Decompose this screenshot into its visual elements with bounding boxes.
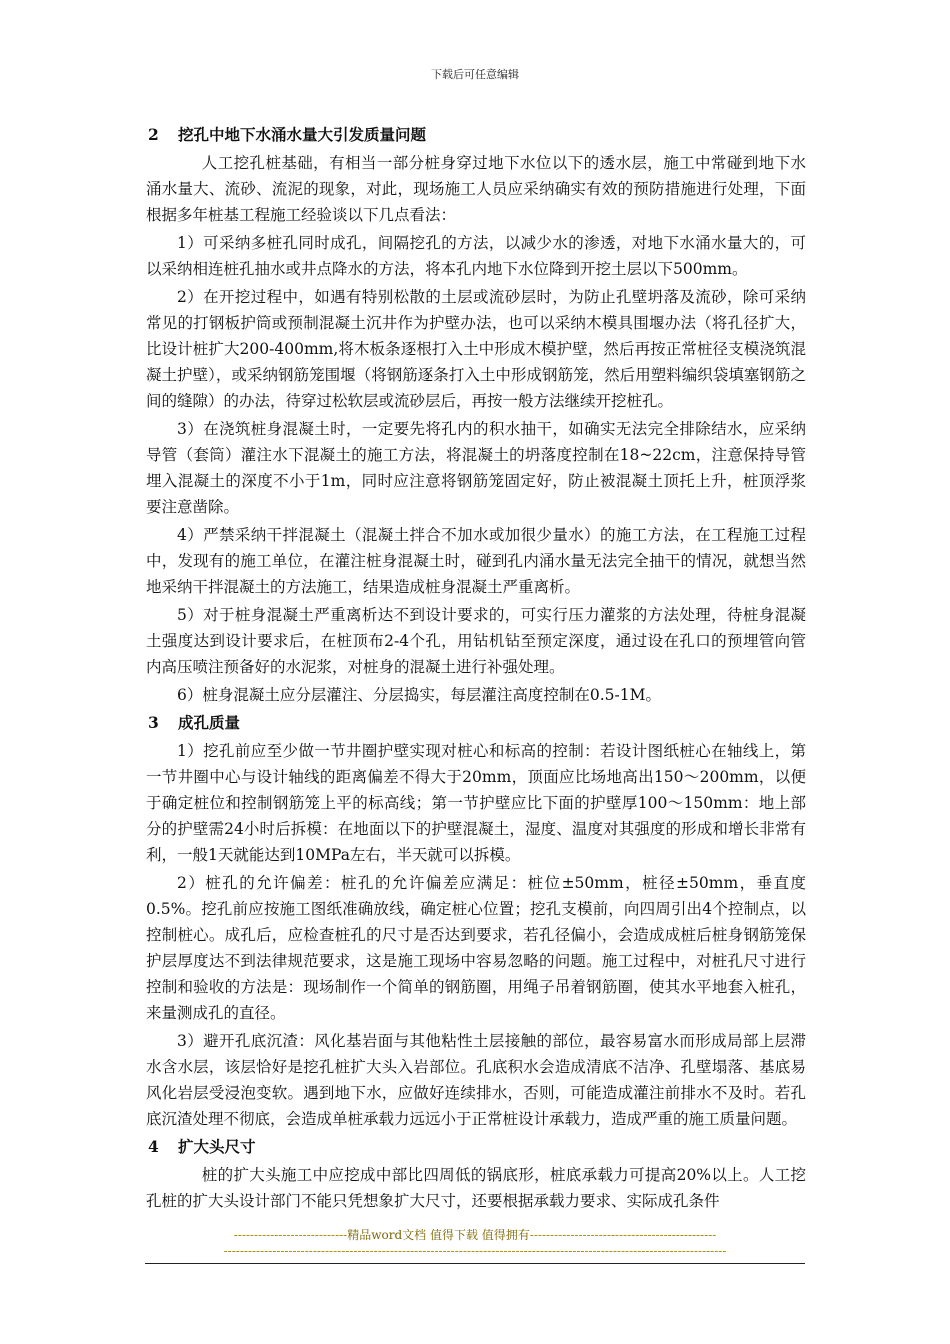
section-heading-4: [146, 1134, 806, 1160]
paragraph: 人工挖孔桩基础，有相当一部分桩身穿过地下水位以下的透水层，施工中常碰到地下水涌水量大、流砂、流泥的现象，对此，现场施工人员应采纳确实有效的预防措施进行处理，下面根据多年桩基工程施工经验谈以下几点看法：: [146, 154, 806, 224]
footer-dash-line: ----------------------------------------------------------------------------------------------------------------------------: [223, 1244, 727, 1258]
paragraph: 6）桩身混凝土应分层灌注、分层捣实，每层灌注高度控制在0.5-1M。: [177, 686, 661, 704]
footer-dashes: [0, 1244, 950, 1258]
footer-rule: [145, 1263, 805, 1264]
section-title: 成孔质量: [178, 713, 241, 732]
footer-dashes-left: ----------------------------: [233, 1228, 348, 1242]
paragraph: 4）严禁采纳干拌混凝土（混凝土拌合不加水或加很少量水）的施工方法，在工程施工过程中，发现有的施工单位，在灌注桩身混凝土时，碰到孔内涌水量无法完全抽干的情况，就想当然地采纳干拌混凝土的方法施工，结果造成桩身混凝土严重离析。: [146, 526, 806, 596]
paragraph: 桩的扩大头施工中应挖成中部比四周低的锅底形，桩底承载力可提高20%以上。人工挖孔桩的扩大头设计部门不能只凭想象扩大尺寸，还要根据承载力要求、实际成孔条件: [146, 1166, 806, 1210]
section-title: 挖孔中地下水涌水量大引发质量问题: [178, 125, 427, 144]
page-header: 下载后可任意编辑: [431, 68, 519, 81]
document-body: [146, 120, 806, 1216]
paragraph: 1）挖孔前应至少做一节井圈护壁实现对桩心和标高的控制：若设计图纸桩心在轴线上，第一节井圈中心与设计轴线的距离偏差不得大于20mm，顶面应比场地高出150～200mm，以便于确定桩位和控制钢筋笼上平的标高线；第一节护壁应比下面的护壁厚100～150mm：地上部分的护壁需24小时后拆模：在地面以下的护壁混凝土，湿度、温度对其强度的形成和增长非常有利，一般1天就能达到10MPa左右，半天就可以拆模。: [146, 742, 806, 864]
section-number: 4: [148, 1137, 159, 1156]
section-title: 扩大头尺寸: [178, 1137, 256, 1156]
footer-banner: [0, 1226, 950, 1243]
section-number: 3: [148, 713, 159, 732]
paragraph: 1）可采纳多桩孔同时成孔，间隔挖孔的方法，以减少水的渗透，对地下水涌水量大的，可以采纳相连桩孔抽水或井点降水的方法，将本孔内地下水位降到开挖土层以下500mm。: [146, 234, 806, 278]
section-number: 2: [148, 125, 159, 144]
paragraph: 2）桩孔的允许偏差：桩孔的允许偏差应满足：桩位±50mm，桩径±50mm，垂直度0.5%。挖孔前应按施工图纸准确放线，确定桩心位置；挖孔支模前，向四周引出4个控制点，以控制桩心。成孔后，应检查桩孔的尺寸是否达到要求，若孔径偏小，会造成成桩后桩身钢筋笼保护层厚度达不到法律规范要求，这是施工现场中容易忽略的问题。施工过程中，对桩孔尺寸进行控制和验收的方法是：现场制作一个简单的钢筋圈，用绳子吊着钢筋圈，使其水平地套入桩孔，来量测成孔的直径。: [146, 874, 806, 1022]
section-heading-3: [146, 710, 806, 736]
footer-text: 精品word文档 值得下载 值得拥有: [347, 1228, 530, 1242]
footer-dashes-right: ----------------------------------------------: [529, 1228, 717, 1242]
paragraph: 3）在浇筑桩身混凝土时，一定要先将孔内的积水抽干，如确实无法完全排除结水，应采纳导管（套筒）灌注水下混凝土的施工方法，将混凝土的坍落度控制在18~22cm，注意保持导管埋入混凝土的深度不小于1m，同时应注意将钢筋笼固定好，防止被混凝土顶托上升，桩顶浮浆要注意凿除。: [146, 420, 806, 516]
section-heading-2: [146, 122, 806, 148]
paragraph: 2）在开挖过程中，如遇有特别松散的土层或流砂层时，为防止孔壁坍落及流砂，除可采纳常见的打钢板护筒或预制混凝土沉井作为护壁办法，也可以采纳木模具围堰办法（将孔径扩大，比设计桩扩大200-400mm,将木板条逐根打入土中形成木模护壁，然后再按正常桩径支模浇筑混凝土护壁），或采纳钢筋笼围堰（将钢筋逐条打入土中形成钢筋笼，然后用塑料编织袋填塞钢筋之间的缝隙）的办法，待穿过松软层或流砂层后，再按一般方法继续开挖桩孔。: [146, 288, 806, 410]
paragraph: 3）避开孔底沉渣：风化基岩面与其他粘性土层接触的部位，最容易富水而形成局部上层滞水含水层，该层恰好是挖孔桩扩大头入岩部位。孔底积水会造成清底不洁净、孔壁塌落、基底易风化岩层受浸泡变软。遇到地下水，应做好连续排水，否则，可能造成灌注前排水不及时。若孔底沉渣处理不彻底，会造成单桩承载力远远小于正常桩设计承载力，造成严重的施工质量问题。: [146, 1032, 806, 1128]
paragraph: 5）对于桩身混凝土严重离析达不到设计要求的，可实行压力灌浆的方法处理，待桩身混凝土强度达到设计要求后，在桩顶布2-4个孔，用钻机钻至预定深度，通过设在孔口的预埋管向管内高压喷注预备好的水泥浆，对桩身的混凝土进行补强处理。: [146, 606, 806, 676]
